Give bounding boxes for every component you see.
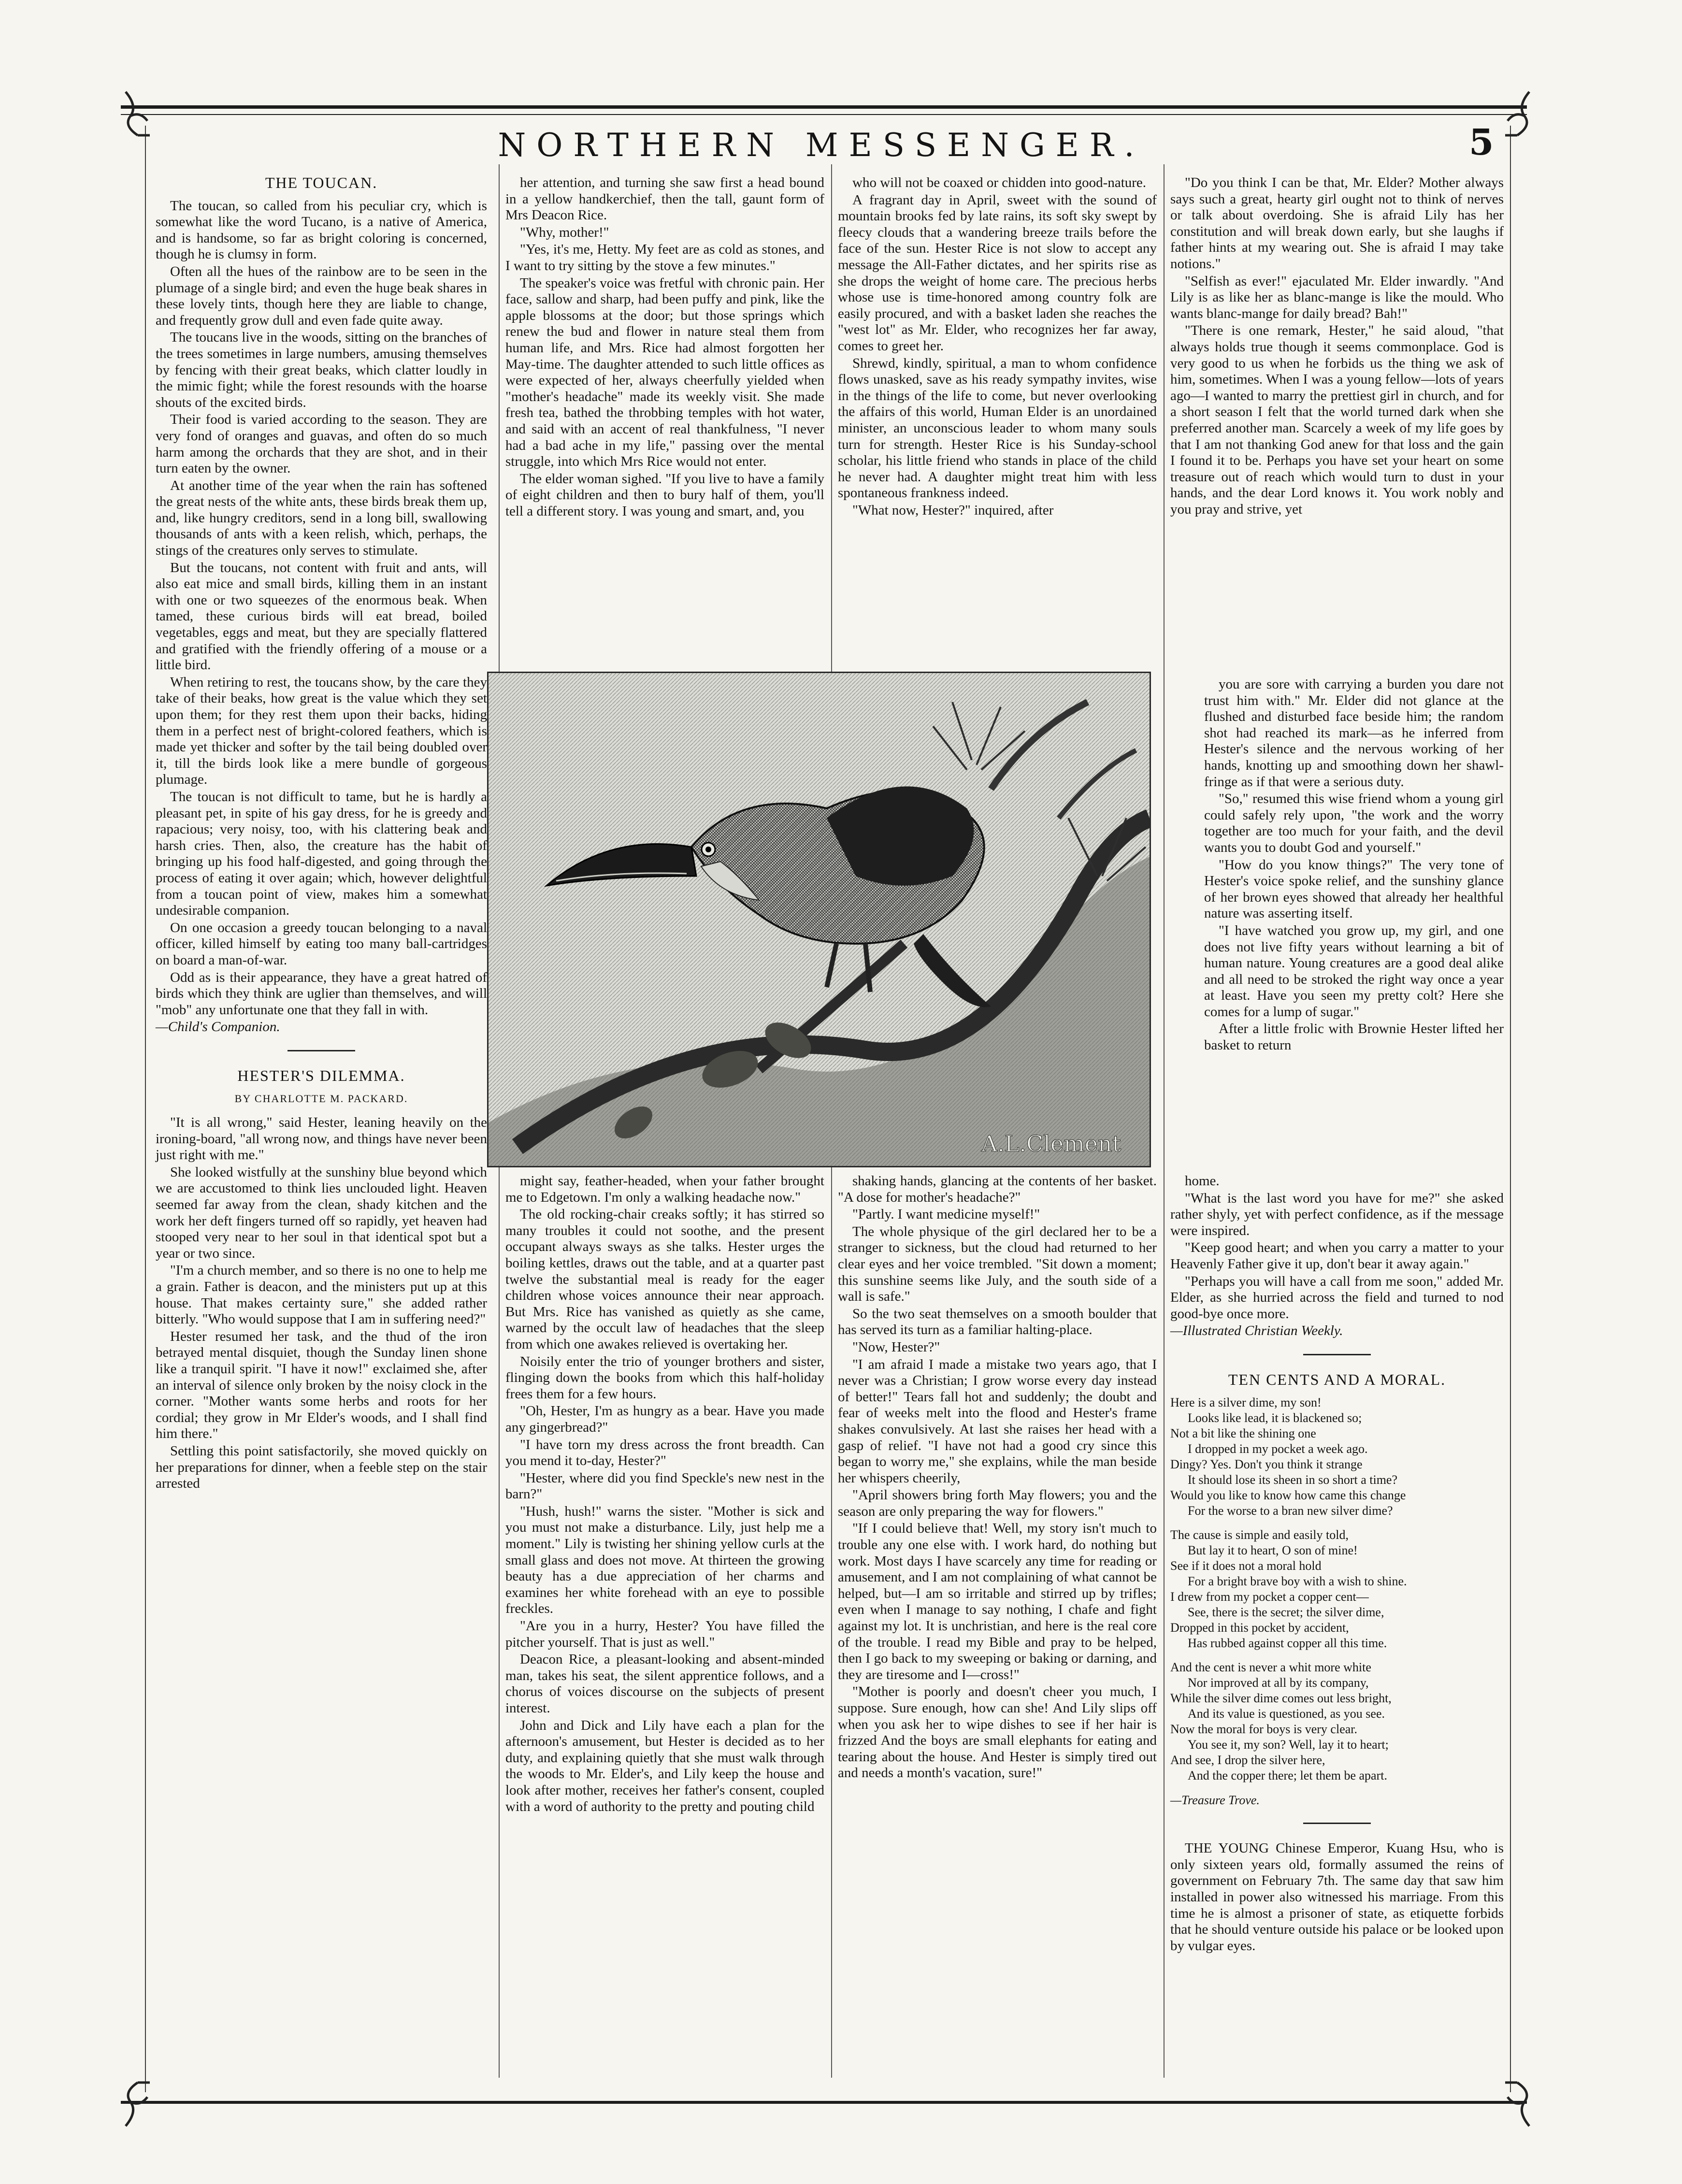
poem-line: And its value is questioned, as you see. bbox=[1188, 1706, 1385, 1721]
poem-line: Looks like lead, it is blackened so; bbox=[1188, 1410, 1362, 1425]
paragraph: The whole physique of the girl declared her to be a stranger to sickness, but the cloud had returned to her clear eyes and her voice trembled. "Sit down a moment; this sunshine seems like July, and the south side of a wall is safe." bbox=[838, 1223, 1157, 1305]
poem-line: I drew from my pocket a copper cent— bbox=[1170, 1589, 1369, 1604]
section-divider bbox=[1303, 1354, 1371, 1355]
article-title-toucan: THE TOUCAN. bbox=[265, 174, 378, 191]
paragraph: "Now, Hester?" bbox=[852, 1339, 940, 1355]
paragraph: "Why, mother!" bbox=[520, 224, 609, 240]
corner-ornament-top-left bbox=[121, 87, 155, 140]
poem-line: Not a bit like the shining one bbox=[1170, 1426, 1316, 1440]
column-4-narrow bbox=[1204, 676, 1504, 1055]
paragraph: "So," resumed this wise friend whom a young girl could safely rely upon, "the work and the worry together are too much for your faith, and the devil wants you to doubt God and yourself." bbox=[1204, 791, 1504, 855]
paragraph: who will not be coaxed or chidden into good-nature. bbox=[852, 175, 1147, 190]
section-divider bbox=[1303, 1823, 1371, 1824]
paragraph: Settling this point satisfactorily, she moved quickly on her preparations for dinner, when a feeble step on the stair arrested bbox=[156, 1443, 487, 1492]
poem-line: For a bright brave boy with a wish to shine. bbox=[1188, 1574, 1407, 1588]
paragraph: "Mother is poorly and doesn't cheer you much, I suppose. Sure enough, how can she! And Lily slips off when you ask her to wipe dishes to see if her hair is frizzed And the boys are small elephants for eating and tearing about the house. And Hester is simply tired out and needs a month's vacation, sure!" bbox=[838, 1684, 1157, 1781]
paragraph: At another time of the year when the rain has softened the great nests of the white ants, these birds break them up, and, like hungry creditors, send in a long bill, swallowing thousands of ants with a keen relish, which, perhaps, the stings of the creatures only serves to stimulate. bbox=[156, 477, 487, 559]
hester-column-4-top-body bbox=[1170, 175, 1504, 517]
column-2-bottom bbox=[505, 1173, 824, 1816]
right-border-rule bbox=[1510, 126, 1511, 2092]
poem-source: —Treasure Trove. bbox=[1170, 1793, 1260, 1807]
hester-column-4-bottom-body bbox=[1170, 1173, 1504, 1322]
paragraph: "It is all wrong," said Hester, leaning heavily on the ironing-board, "all wrong now, and things have never been just right with me." bbox=[156, 1115, 487, 1163]
column-1 bbox=[156, 175, 487, 1493]
column-3-bottom bbox=[838, 1173, 1157, 1782]
article-title-ten-cents: TEN CENTS AND A MORAL. bbox=[1228, 1370, 1446, 1388]
paragraph: She looked wistfully at the sunshiny blue beyond which we are accustomed to think lies unclouded light. Heaven seemed far away from the clean, shady kitchen and the work her deft fingers turned off so rapidly, yet heaven had stooped very near to her soul in that identical spot but a year or two since. bbox=[156, 1164, 487, 1261]
hester-column-4-narrow-body bbox=[1204, 676, 1504, 1054]
paragraph: "Yes, it's me, Hetty. My feet are as cold as stones, and I want to try sitting by the stove a few minutes." bbox=[505, 242, 824, 273]
paragraph: "Hush, hush!" warns the sister. "Mother is sick and you must not make a disturbance. Lily, just help me a moment." Lily is twisting her shining yellow curls at the small glass and does not move. At thirteen the growing beauty has a due appreciation of her charms and examines her white forehead with an eye to possible freckles. bbox=[505, 1503, 824, 1617]
column-4-bottom bbox=[1170, 1173, 1504, 1955]
stanza-gap bbox=[1170, 1783, 1504, 1792]
section-divider bbox=[288, 1050, 355, 1051]
article-byline: BY CHARLOTTE M. PACKARD. bbox=[234, 1092, 408, 1105]
paragraph: "Selfish as ever!" ejaculated Mr. Elder inwardly. "And Lily is as like her as blanc-mange is like the mould. Who wants blanc-mange for daily bread? Bah!" bbox=[1170, 273, 1504, 321]
toucan-source: —Child's Companion. bbox=[156, 1019, 280, 1035]
paragraph: After a little frolic with Brownie Hester lifted her basket to return bbox=[1204, 1021, 1504, 1053]
column-2-top bbox=[505, 175, 824, 520]
paragraph: The elder woman sighed. "If you live to have a family of eight children and then to bury half of them, you'll tell a different story. I was young and smart, and, you bbox=[505, 471, 824, 519]
poem-line: While the silver dime comes out less bright, bbox=[1170, 1691, 1392, 1705]
paragraph: The old rocking-chair creaks softly; it has stirred so many troubles it could not soothe, and the present occupant always sways as she talks. Hester urges the boiling kettles, draws out the table, and at a quarter past twelve the substantial meal is ready for the eager children whose voices announce their near approach. But Mrs. Rice has vanished as quietly as she came, warned by the occult law of headaches that the sleep from which one awakes relieved is overtaking her. bbox=[505, 1207, 824, 1352]
hester-source: —Illustrated Christian Weekly. bbox=[1170, 1323, 1343, 1339]
paragraph: A fragrant day in April, sweet with the sound of mountain brooks fed by late rains, its soft sky swept by fleecy clouds that a wandering breeze trails before the face of the sun. Hester Rice is not slow to accept any message the All-Father dictates, and her spirits rise as she drops the weight of home care. The precious herbs whose use is time-honored among country folk are easily procured, and with a basket laden she reaches the "west lot" as Mr. Elder, who recognizes her far away, comes to greet her. bbox=[838, 192, 1157, 354]
paragraph: her attention, and turning she saw first a head bound in a yellow handkerchief, then the tall, gaunt form of Mrs Deacon Rice. bbox=[505, 175, 824, 223]
hester-column-1-body bbox=[156, 1115, 487, 1492]
paragraph: shaking hands, glancing at the contents of her basket. "A dose for mother's headache?" bbox=[838, 1173, 1157, 1205]
poem-line: Would you like to know how came this change bbox=[1170, 1488, 1406, 1502]
paragraph: "Keep good heart; and when you carry a matter to your Heavenly Father give it up, don't bear it away again." bbox=[1170, 1240, 1504, 1272]
paragraph: might say, feather-headed, when your father brought me to Edgetown. I'm only a walking headache now." bbox=[505, 1173, 824, 1205]
toucan-article-body bbox=[156, 198, 487, 1019]
paragraph: The toucan, so called from his peculiar cry, which is somewhat like the word Tucano, is a native of America, and is handsome, so far as bright coloring is concerned, though he is clumsy in form. bbox=[156, 198, 487, 262]
hester-column-2-bottom-body bbox=[505, 1173, 824, 1815]
bottom-border-rule bbox=[121, 2101, 1527, 2104]
poem-line: See if it does not a moral hold bbox=[1170, 1558, 1322, 1573]
poem-line: But lay it to heart, O son of mine! bbox=[1188, 1543, 1358, 1557]
column-3-top bbox=[838, 175, 1157, 519]
poem-line: The cause is simple and easily told, bbox=[1170, 1527, 1349, 1542]
poem-line: Dingy? Yes. Don't you think it strange bbox=[1170, 1457, 1363, 1471]
paragraph: "I'm a church member, and so there is no one to help me a grain. Father is deacon, and the ministers put up at this house. That makes certainty sure," she added rather bitterly. "Who would suppose that I am in suffering need?" bbox=[156, 1263, 487, 1327]
paragraph: home. bbox=[1185, 1173, 1220, 1189]
paragraph: "April showers bring forth May flowers; you and the season are only preparing the way for flowers." bbox=[838, 1487, 1157, 1519]
paragraph: So the two seat themselves on a smooth boulder that has served its turn as a familiar halting-place. bbox=[838, 1306, 1157, 1338]
poem-line: And the cent is never a whit more white bbox=[1170, 1660, 1371, 1674]
stanza-gap bbox=[1170, 1651, 1504, 1660]
top-border-thin-rule bbox=[121, 114, 1527, 115]
paragraph: "Hester, where did you find Speckle's new nest in the barn?" bbox=[505, 1470, 824, 1502]
paragraph: "Are you in a hurry, Hester? You have filled the pitcher yourself. That is just as well." bbox=[505, 1618, 824, 1650]
poem-line: I dropped in my pocket a week ago. bbox=[1188, 1441, 1368, 1456]
paragraph: "I am afraid I made a mistake two years ago, that I never was a Christian; I grow worse every day instead of better!" Tears fall hot and suddenly; the doubt and fear of weeks melt into the flood and Hester's frame shakes convulsively. At last she raises her head with a gasp of relief. "I have not had a good cry since this began to worry me," she explains, while the man beside her whispers cheerily, bbox=[838, 1356, 1157, 1486]
hester-column-3-top-body bbox=[838, 175, 1157, 518]
paragraph: Deacon Rice, a pleasant-looking and absent-minded man, takes his seat, the silent apprentice follows, and a chorus of voices discourse on the subjects of present interest. bbox=[505, 1652, 824, 1716]
paragraph: John and Dick and Lily have each a plan for the afternoon's amusement, but Hester is decided as to her duty, and explaining quietly that she must walk through the woods to Mr. Elder's, and Lily keep the house and look after mother, receives her father's consent, coupled with a word of authority to the pretty and pouting child bbox=[505, 1717, 824, 1814]
paragraph: Their food is varied according to the season. They are very fond of oranges and guavas, and often do so much harm among the orchards that they are shot, and in their turn eaten by the owner. bbox=[156, 412, 487, 476]
paragraph: "Perhaps you will have a call from me soon," added Mr. Elder, as she hurried across the field and turned to nod good-bye once more. bbox=[1170, 1273, 1504, 1322]
hester-column-3-bottom-body bbox=[838, 1173, 1157, 1782]
toucan-illustration bbox=[487, 672, 1151, 1167]
poem-line: Nor improved at all by its company, bbox=[1188, 1675, 1369, 1690]
column-4-top bbox=[1170, 175, 1504, 518]
left-border-rule bbox=[145, 126, 146, 2092]
paragraph: The speaker's voice was fretful with chronic pain. Her face, sallow and sharp, had been puffy and pink, like the apple blossoms at the door; but those springs which renew the bud and flower in nature steal them from human life, and Mrs. Rice had almost forgotten her May-time. The daughter attended to such little offices as were expected of her, always cheerfully yielded when "mother's headache" made its weekly visit. She made fresh tea, bathed the throbbing temples with hot water, and said with an accent of real thankfulness, "I never had a bad ache in my life," passing over the mental struggle, into which Mrs Rice would not enter. bbox=[505, 275, 824, 470]
paragraph: Hester resumed her task, and the thud of the iron betrayed mental disquiet, though the Sunday linen shone like a tranquil spirit. "I have it now!" exclaimed she, after an interval of silence only broken by the noisy clock in the corner. "Mother wants some herbs and roots for her cordial; they grow in Mr Elder's woods, and I shall find him there." bbox=[156, 1328, 487, 1442]
page-number: 5 bbox=[1469, 122, 1494, 163]
paragraph: Odd as is their appearance, they have a great hatred of birds which they think are uglier than themselves, and will "mob" any unfortunate one that they fall in with. bbox=[156, 969, 487, 1018]
poem-line: See, there is the secret; the silver dime, bbox=[1188, 1605, 1384, 1619]
poem-line: And see, I drop the silver here, bbox=[1170, 1753, 1325, 1767]
paragraph: Noisily enter the trio of younger brothers and sister, flinging down the books from which this half-holiday frees them for a few hours. bbox=[505, 1353, 824, 1402]
paragraph: Often all the hues of the rainbow are to be seen in the plumage of a single bird; and even the huge beak shares in these lovely tints, though here they are liable to change, and frequently grow dull and even fade quite away. bbox=[156, 263, 487, 328]
article-title-hester: HESTER'S DILEMMA. bbox=[237, 1066, 405, 1084]
stanza-gap bbox=[1170, 1519, 1504, 1527]
poem-line: Dropped in this pocket by accident, bbox=[1170, 1620, 1349, 1635]
paragraph: "Partly. I want medicine myself!" bbox=[852, 1207, 1040, 1222]
paragraph: "What now, Hester?" inquired, after bbox=[852, 502, 1054, 518]
poem-line: And the copper there; let them be apart. bbox=[1188, 1768, 1387, 1782]
paragraph: On one occasion a greedy toucan belonging to a naval officer, killed himself by eating too many ball-cartridges on board a man-of-war. bbox=[156, 920, 487, 968]
corner-ornament-top-right bbox=[1500, 87, 1534, 140]
paragraph: "How do you know things?" The very tone of Hester's voice spoke relief, and the sunshiny glance of her brown eyes showed that already her healthful nature was asserting itself. bbox=[1204, 857, 1504, 921]
paragraph: "I have torn my dress across the front breadth. Can you mend it to-day, Hester?" bbox=[505, 1437, 824, 1469]
poem-line: Has rubbed against copper all this time. bbox=[1188, 1636, 1387, 1650]
paragraph: "Do you think I can be that, Mr. Elder? Mother always says such a great, hearty girl ought not to think of nerves or talk about overdoing. She is afraid Lily has her constitution and will break down early, but she laughs if father hints at my wearing out. She is afraid I may take notions." bbox=[1170, 175, 1504, 272]
top-border-rule bbox=[121, 105, 1527, 109]
corner-ornament-bottom-right bbox=[1500, 2078, 1534, 2131]
poem-line: Here is a silver dime, my son! bbox=[1170, 1395, 1322, 1409]
paragraph: The toucan is not difficult to tame, but he is hardly a pleasant pet, in spite of his gay dress, for he is greedy and rapacious; very noisy, too, with his clattering beak and harsh cries. Then, also, the creature has the habit of bringing up his food half-digested, and going through the process of eating it over again; which, however delightful from a toucan point of view, makes him a somewhat undesirable companion. bbox=[156, 789, 487, 919]
paragraph: When retiring to rest, the toucans show, by the care they take of their beaks, how great is the value which they set upon them; for they rest them upon their backs, hiding them in a perfect nest of bright-colored feathers, which is made yet thicker and softer by the tail being doubled over it, till the birds look like a mere bundle of gorgeous plumage. bbox=[156, 674, 487, 788]
paragraph: "I have watched you grow up, my girl, and one does not live fifty years without learning a bit of human nature. Young creatures are a good deal alike and all need to be stroked the right way once a year at least. Have you seen my pretty colt? Here she comes for a lump of sugar." bbox=[1204, 922, 1504, 1020]
paragraph: Shrewd, kindly, spiritual, a man to whom confidence flows unasked, save as his ready sympathy invites, wise in the things of the life to come, but never overlooking the affairs of this world, Human Elder is an unordained minister, an unconscious leader to whom many souls turn for strength. Hester Rice is his Sunday-school scholar, his little friend who stands in place of the child he never had. A daughter might treat him with less spontaneous frankness indeed. bbox=[838, 355, 1157, 501]
emperor-paragraph: THE YOUNG Chinese Emperor, Kuang Hsu, who is only sixteen years old, formally assumed the reins of government on February 7th. The same day that saw him installed in power also witnessed his marriage. From this time he is almost a prisoner of state, as etiquette forbids that he should venture outside his palace or be looked upon by vulgar eyes. bbox=[1170, 1840, 1504, 1954]
paragraph: "If I could believe that! Well, my story isn't much to trouble any one else with. I work hard, do nothing but work. Most days I have scarcely any time for reading or amusement, and I am not complaining of what cannot be helped, but—I am so irritable and stirred up by trifles; even when I manage to say nothing, I chafe and fight against my lot. It is unchristian, and here is the real core of the trouble. I read my Bible and pray to be helped, then I go back to my sweeping or baking or darning, and they are tiresome and I—cross!" bbox=[838, 1521, 1157, 1682]
paragraph: "Oh, Hester, I'm as hungry as a bear. Have you made any gingerbread?" bbox=[505, 1403, 824, 1435]
paragraph: you are sore with carrying a burden you dare not trust him with." Mr. Elder did not glance at the flushed and disturbed face beside him; the random shot had reached its mark—as he inferred from Hester's silence and the nervous working of her hands, knotting up and smoothing down her shawl-fringe as if that were a serious duty. bbox=[1204, 676, 1504, 790]
poem-line: You see it, my son? Well, lay it to heart; bbox=[1188, 1737, 1389, 1752]
paragraph: "There is one remark, Hester," he said aloud, "that always holds true though it seems commonplace. God is very good to us when he forbids us the thing we ask of him, sometimes. When I was a young fellow—lots of years ago—I wanted to marry the prettiest girl in church, and for a short season I felt that the world turned dark when she preferred another man. Scarcely a week of my life goes by that I am not thanking God anew for that loss and the gain I found it to be. Perhaps you have set your heart on some treasure out of reach which would turn to dust in your hands, and the dear Lord knows it. You work nobly and you pray and strive, yet bbox=[1170, 323, 1504, 517]
illustration-signature: A.L.Clement bbox=[981, 1131, 1121, 1157]
hester-column-2-top-body bbox=[505, 175, 824, 519]
poem-line: For the worse to a bran new silver dime? bbox=[1188, 1503, 1393, 1518]
poem-body bbox=[1170, 1395, 1504, 1792]
paragraph: But the toucans, not content with fruit and ants, will also eat mice and small birds, killing them in an instant with one or two squeezes of the enormous beak. When tamed, these curious birds will eat bread, boiled vegetables, eggs and meat, but they are specially flattered and gratified with the friendly offering of a mouse or a little bird. bbox=[156, 560, 487, 673]
poem-line: Now the moral for boys is very clear. bbox=[1170, 1722, 1358, 1736]
paragraph: "What is the last word you have for me?" she asked rather shyly, yet with perfect confidence, as if the message were inspired. bbox=[1170, 1190, 1504, 1238]
masthead-title: NORTHERN MESSENGER. bbox=[498, 127, 1145, 164]
paragraph: The toucans live in the woods, sitting on the branches of the trees sometimes in large numbers, amusing themselves by fencing with their great beaks, which clatter loudly in the mimic fight; while the forest resounds with the hoarse shouts of the excited birds. bbox=[156, 330, 487, 410]
poem-line: It should lose its sheen in so short a time? bbox=[1188, 1472, 1398, 1487]
corner-ornament-bottom-left bbox=[121, 2078, 155, 2131]
